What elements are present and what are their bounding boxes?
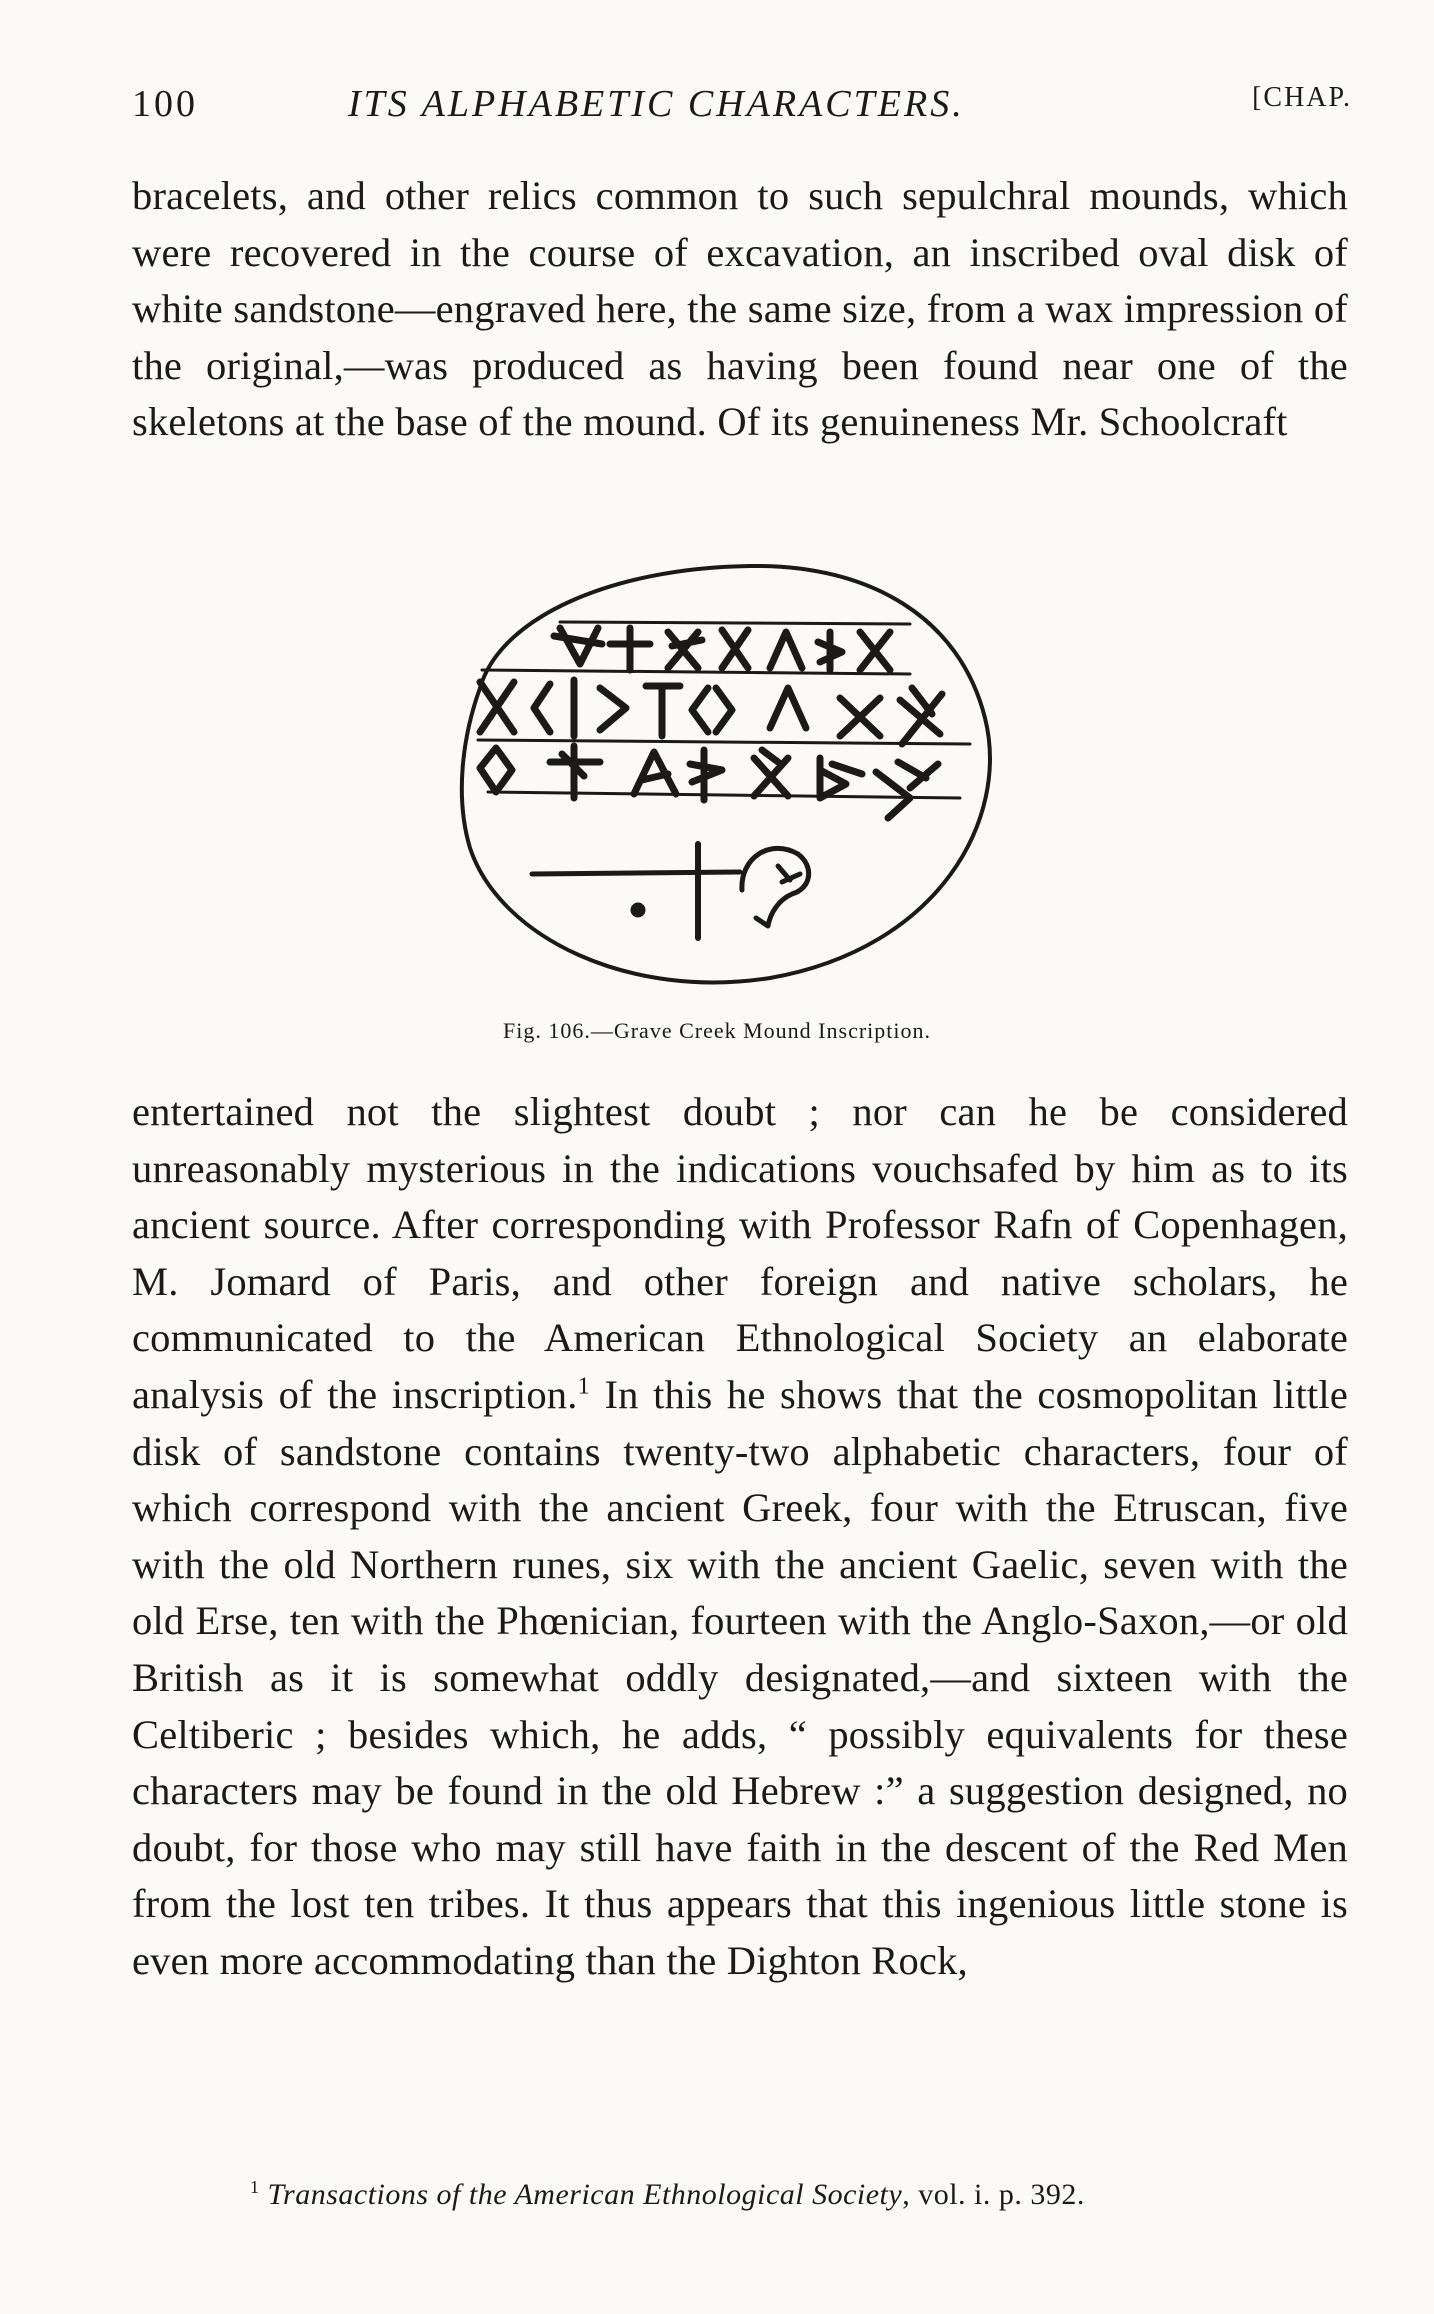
- footnote-reference: , vol. i. p. 392.: [902, 2178, 1085, 2211]
- band-line: [560, 622, 910, 624]
- running-title: ITS ALPHABETIC CHARACTERS.: [348, 83, 965, 125]
- inscription-row-4: [532, 844, 809, 938]
- chapter-mark: [CHAP.: [1252, 82, 1352, 113]
- figure-caption: [0, 1018, 1434, 1044]
- figure-number: Fig. 106.: [502, 1018, 591, 1043]
- band-line: [478, 740, 970, 744]
- paragraph-text: entertained not the slightest doubt ; nor can he be considered unreasonably mysterious in the indications vouchsafed by him as to its ancient source. After corresponding with Professor Rafn of Copenhagen, M. Jomard of Paris, and other foreign and native scholars, he communicated to the American Ethnological Society an elaborate analysis of the inscription.: [132, 1089, 1348, 1417]
- band-line: [488, 792, 960, 798]
- inscription-row-3: [480, 746, 938, 818]
- page-header: [132, 82, 1352, 132]
- paragraph-bottom: [132, 1084, 1348, 1990]
- footnote: [250, 2178, 1085, 2212]
- inscription-row-2: [480, 680, 942, 744]
- footnote-marker: 1: [577, 1372, 590, 1400]
- paragraph-top: bracelets, and other relics common to such sepulchral mounds, which were recovered in the course of excavation, an inscribed oval disk of white sandstone—engraved here, the same size, from a wax impression of the original,—was produced as having been found near one of the skeletons at the base of the mound. Of its genuineness Mr. Schoolcraft: [132, 173, 1348, 445]
- footnote-number: 1: [250, 2177, 260, 2197]
- inscription-row-1: [554, 628, 890, 670]
- paragraph-text-continued: In this he shows that the cosmopolitan little disk of sandstone contains twenty-two alphabetic characters, four of which correspond with the ancient Greek, four with the Etruscan, five with the old Northern runes, six with the ancient Gaelic, seven with the old Erse, ten with the Phœnician, fourteen with the Anglo-Saxon,—or old British as it is somewhat oddly designated,—and sixteen with the Celtiberic ; besides which, he adds, “ possibly equivalents for these characters may be found in the old Hebrew :” a suggestion designed, no doubt, for those who may still have faith in the descent of the Red Men from the lost ten tribes. It thus appears that this ingenious little stone is even more accommodating than the Dighton Rock,: [132, 1371, 1348, 1983]
- inscribed-disk-illustration: [440, 548, 1020, 998]
- footnote-source-title: Transactions of the American Ethnological Society: [267, 2178, 903, 2211]
- page-number: 100: [132, 83, 198, 125]
- inscription-figure: [440, 548, 1020, 998]
- figure-title: —Grave Creek Mound Inscription.: [590, 1018, 931, 1043]
- disk-outline: [462, 566, 990, 983]
